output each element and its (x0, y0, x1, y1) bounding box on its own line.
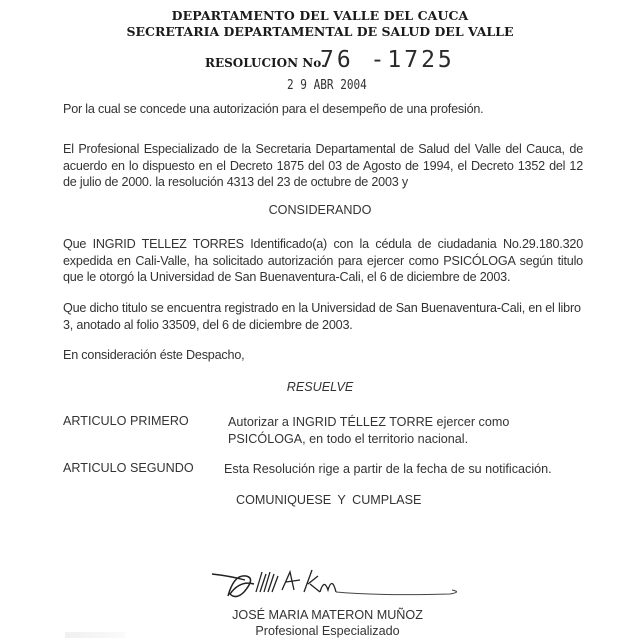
handwritten-signature (200, 566, 460, 602)
considerando-paragraph-2: Que dicho titulo se encuentra registrado en la Universidad de San Buenaventura-Cali, en el libro 3, anotado al folio 33509, del 6 de diciembre de 2003. (63, 301, 581, 332)
resuelve-heading: RESUELVE (286, 380, 354, 394)
faded-footer-mark (65, 632, 125, 638)
considerando-paragraph-1: Que INGRID TELLEZ TORRES Identificado(a) con la cédula de ciudadania No.29.180.320 expedida en Cali-Valle, ha solicitado autorización para ejercer como PSICÓLOGA según titulo que le otorgó la Universidad de San Buenaventura-Cali, el 6 de diciembre de 2003. (63, 237, 583, 284)
article-2-text: Esta Resolución rige a partir de la fecha de su notificación. (224, 462, 552, 476)
resolution-number: 76 -1725 (320, 47, 455, 73)
purpose-statement: Por la cual se concede una autorización para el desempeño de una profesión. (63, 102, 484, 116)
considerando-closing: En consideración éste Despacho, (63, 348, 245, 362)
signer-title: Profesional Especializado (255, 624, 400, 638)
intro-paragraph: El Profesional Especializado de la Secretaria Departamental de Salud del Valle del Cauca, de acuerdo en lo dispuesto en el Decreto 1875 del 03 de Agosto de 1994, el Decreto 1352 del 12 de julio de 2000. la resolución 4313 del 23 de octubre de 2003 y (63, 142, 583, 189)
article-1-text: Autorizar a INGRID TÉLLEZ TORRE ejercer como PSICÓLOGA, en todo el territorio nacional. (228, 415, 510, 446)
article-2-label: ARTICULO SEGUNDO (63, 461, 194, 475)
signer-name: JOSÉ MARIA MATERON MUÑOZ (232, 608, 423, 622)
considerando-heading: CONSIDERANDO (268, 203, 372, 217)
resolution-label: RESOLUCION No. (205, 56, 326, 70)
signature-icon (200, 566, 460, 602)
date-stamp: 2 9 ABR 2004 (287, 78, 367, 93)
header-department: DEPARTAMENTO DEL VALLE DEL CAUCA (171, 8, 469, 23)
header-secretaria: SECRETARIA DEPARTAMENTAL DE SALUD DEL VALLE (126, 24, 514, 39)
article-1-label: ARTICULO PRIMERO (63, 414, 189, 428)
comuniquese-closing: COMUNIQUESE Y CUMPLASE (236, 493, 422, 507)
